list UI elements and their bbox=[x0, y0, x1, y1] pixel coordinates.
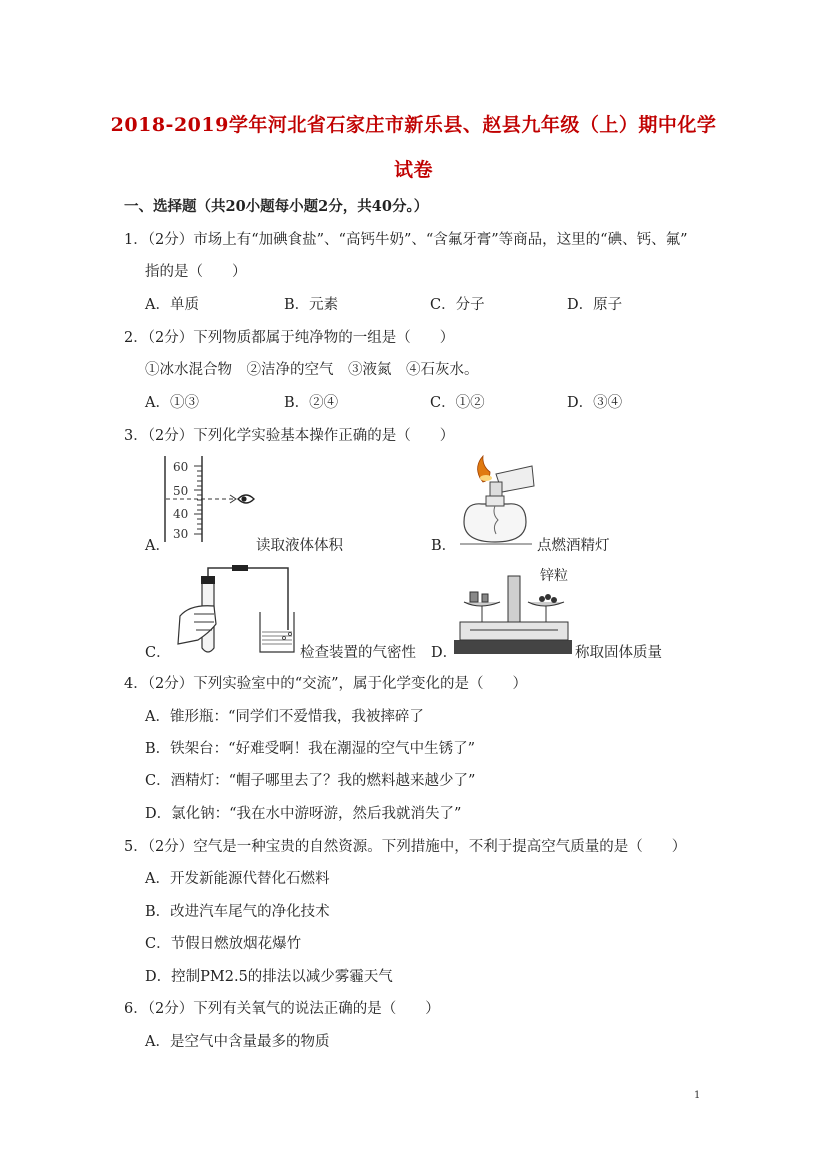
q3-option-c-caption: 检查装置的气密性 bbox=[300, 645, 416, 661]
q1-option-d: D．原子 bbox=[567, 297, 623, 313]
q1-stem: 1．（2分）市场上有“加碘食盐”、“高钙牛奶”、“含氟牙膏”等商品，这里的“碘、钙、氟” bbox=[124, 232, 688, 248]
balance-figure bbox=[450, 562, 575, 658]
airtightness-check-figure bbox=[170, 560, 300, 660]
q2-stem: 2．（2分）下列物质都属于纯净物的一组是（ ） bbox=[124, 330, 455, 346]
tick-label-50: 50 bbox=[173, 484, 189, 498]
q5-option-b: B．改进汽车尾气的净化技术 bbox=[145, 904, 330, 920]
q4-option-c: C．酒精灯：“帽子哪里去了？我的燃料越来越少了” bbox=[145, 773, 476, 789]
q2-option-b: B．②④ bbox=[284, 395, 339, 411]
eye-icon bbox=[238, 495, 254, 503]
q4-stem: 4．（2分）下列实验室中的“交流”，属于化学变化的是（ ） bbox=[124, 676, 528, 692]
q5-option-a: A．开发新能源代替化石燃料 bbox=[145, 871, 330, 887]
q3-option-b-letter: B． bbox=[431, 538, 457, 554]
doc-title-line1: 2018-2019学年河北省石家庄市新乐县、赵县九年级（上）期中化学 bbox=[110, 114, 717, 136]
q1-option-c: C．分子 bbox=[430, 297, 485, 313]
graduated-cylinder-figure bbox=[162, 452, 262, 544]
alcohol-lamp-figure bbox=[452, 452, 537, 548]
q3-stem: 3．（2分）下列化学实验基本操作正确的是（ ） bbox=[124, 428, 455, 444]
q4-option-a: A．锥形瓶：“同学们不爱惜我，我被摔碎了 bbox=[145, 709, 424, 725]
q1-option-b: B．元素 bbox=[284, 297, 339, 313]
q3-option-a-caption: 读取液体体积 bbox=[256, 538, 343, 554]
tick-label-60: 60 bbox=[173, 460, 189, 474]
q3-option-a-letter: A． bbox=[145, 538, 170, 554]
q1-stem-cont: 指的是（ ） bbox=[145, 264, 247, 280]
doc-title-line2: 试卷 bbox=[393, 159, 433, 181]
q4-option-d: D．氯化钠：“我在水中游呀游，然后我就消失了” bbox=[145, 806, 462, 822]
q4-option-b: B．铁架台：“好难受啊！我在潮湿的空气中生锈了” bbox=[145, 741, 475, 757]
q5-option-d: D．控制PM2.5的排法以减少雾霾天气 bbox=[145, 969, 393, 985]
q6-stem: 6．（2分）下列有关氧气的说法正确的是（ ） bbox=[124, 1001, 440, 1017]
balance-label: 锌粒 bbox=[540, 568, 568, 584]
q2-items: ①冰水混合物 ②洁净的空气 ③液氮 ④石灰水。 bbox=[145, 362, 479, 378]
section-heading: 一、选择题（共20小题每小题2分，共40分。） bbox=[124, 198, 429, 215]
q5-stem: 5．（2分）空气是一种宝贵的自然资源。下列措施中，不利于提高空气质量的是（ ） bbox=[124, 839, 687, 855]
q1-option-a: A．单质 bbox=[145, 297, 199, 313]
q3-option-d-caption: 称取固体质量 bbox=[575, 645, 662, 661]
q3-option-c-letter: C． bbox=[145, 645, 171, 661]
q3-option-d-letter: D． bbox=[431, 645, 458, 661]
q2-option-d: D．③④ bbox=[567, 395, 623, 411]
q3-option-b-caption: 点燃酒精灯 bbox=[537, 538, 610, 554]
q2-option-c: C．①② bbox=[430, 395, 485, 411]
q2-option-a: A．①③ bbox=[145, 395, 199, 411]
tick-label-30: 30 bbox=[173, 527, 189, 541]
page-number: 1 bbox=[694, 1090, 701, 1101]
q5-option-c: C．节假日燃放烟花爆竹 bbox=[145, 936, 302, 952]
tick-label-40: 40 bbox=[173, 507, 189, 521]
q6-option-a: A．是空气中含量最多的物质 bbox=[145, 1034, 330, 1050]
